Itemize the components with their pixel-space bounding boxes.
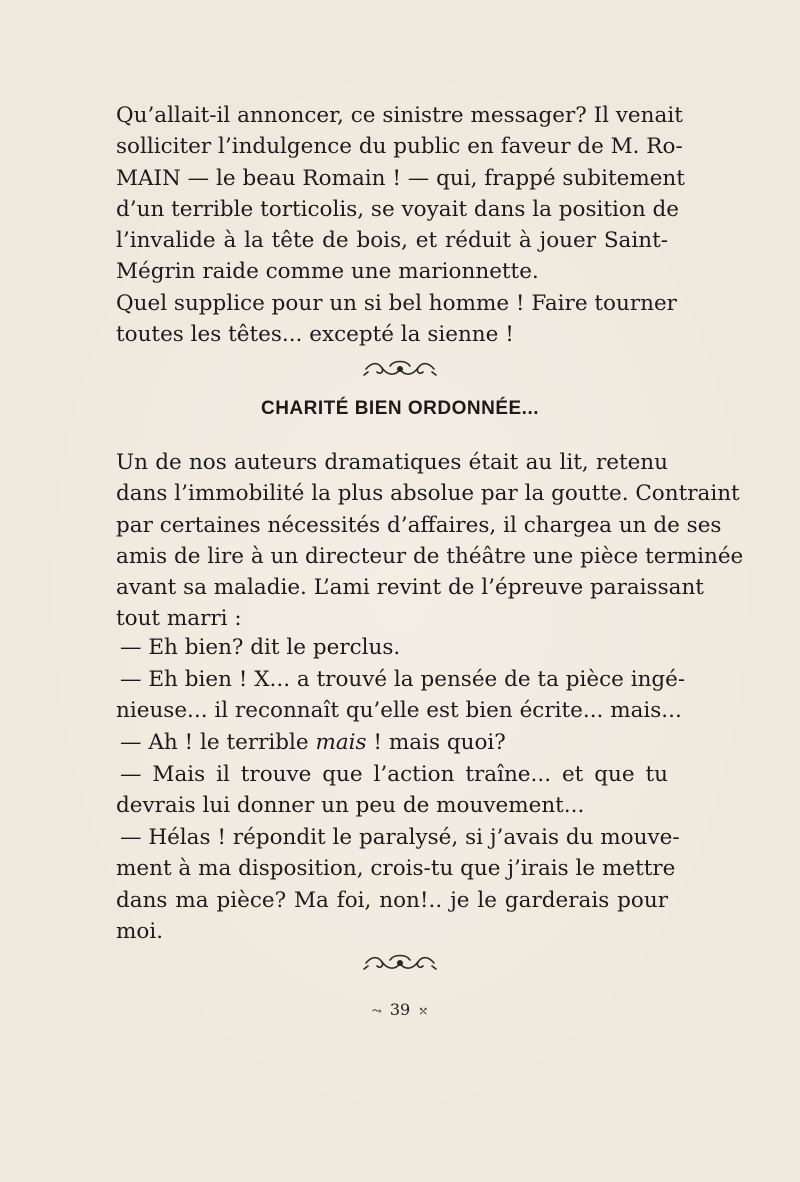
paragraph-auteur xyxy=(116,447,744,635)
dialogue-line xyxy=(116,822,680,947)
text-line: dans l’immobilité la plus absolue par la goutte. Contraint xyxy=(116,481,740,507)
text-line: l’invalide à la tête de bois, et réduit à jouer Saint- xyxy=(116,228,668,254)
page-number: 39 xyxy=(389,1000,411,1019)
folio-right-ornament-icon: ⤲ xyxy=(418,1004,429,1018)
emphasis-text: mais xyxy=(315,730,367,755)
paragraph-supplice xyxy=(116,288,677,351)
folio-left-ornament-icon: ⤳ xyxy=(371,1004,382,1018)
fleuron-ornament-icon xyxy=(360,952,440,974)
text-line: nieuse... il reconnaît qu’elle est bien écrite... mais... xyxy=(116,698,682,724)
text-segment: — Ah ! le terrible xyxy=(120,730,316,755)
page-number-footer xyxy=(0,1000,800,1019)
dialogue-line xyxy=(116,632,668,663)
section-heading: CHARITÉ BIEN ORDONNÉE... xyxy=(260,398,540,419)
text-line: dans ma pièce? Ma foi, non!.. je le garderais pour xyxy=(116,887,668,913)
text-line: amis de lire à un directeur de théâtre une pièce terminée xyxy=(116,543,744,569)
text-segment: ! mais quoi? xyxy=(366,730,506,755)
text-line: par certaines nécessités d’affaires, il chargea un de ses xyxy=(116,512,722,538)
dialogue-line xyxy=(116,759,668,822)
text-line xyxy=(116,727,668,758)
text-line: devrais lui donner un peu de mouvement... xyxy=(116,793,585,819)
text-line: Qu’allait-il annoncer, ce sinistre messager? Il venait xyxy=(116,103,683,128)
text-line: — Eh bien? dit le perclus. xyxy=(120,635,401,660)
text-line: d’un terrible torticolis, se voyait dans la position de xyxy=(116,196,679,222)
dialogue-line xyxy=(116,727,668,758)
text-line: Mégrin raide comme une marionnette. xyxy=(116,259,539,285)
text-line: solliciter l’indulgence du public en faveur de M. Ro- xyxy=(116,134,683,160)
text-line: tout marri : xyxy=(116,606,242,632)
text-line: Un de nos auteurs dramatiques était au lit, retenu xyxy=(116,450,668,475)
text-line: avant sa maladie. L’ami revint de l’épreuve paraissant xyxy=(116,575,704,601)
text-line: — Hélas ! répondit le paralysé, si j’avais du mouve- xyxy=(120,825,680,850)
text-line: Quel supplice pour un si bel homme ! Faire tourner xyxy=(116,291,677,316)
paragraph-messenger xyxy=(116,100,685,288)
fleuron-ornament-icon xyxy=(360,358,440,380)
text-line: toutes les têtes... excepté la sienne ! xyxy=(116,322,514,348)
dialogue-line xyxy=(116,664,686,727)
text-line: MAIN — le beau Romain ! — qui, frappé subitement xyxy=(116,165,685,191)
text-line: — Mais il trouve que l’action traîne... et que tu xyxy=(120,762,668,787)
text-line: moi. xyxy=(116,918,164,944)
text-line: ment à ma disposition, crois-tu que j’irais le mettre xyxy=(116,856,676,882)
text-line: — Eh bien ! X... a trouvé la pensée de ta pièce ingé- xyxy=(120,667,686,692)
